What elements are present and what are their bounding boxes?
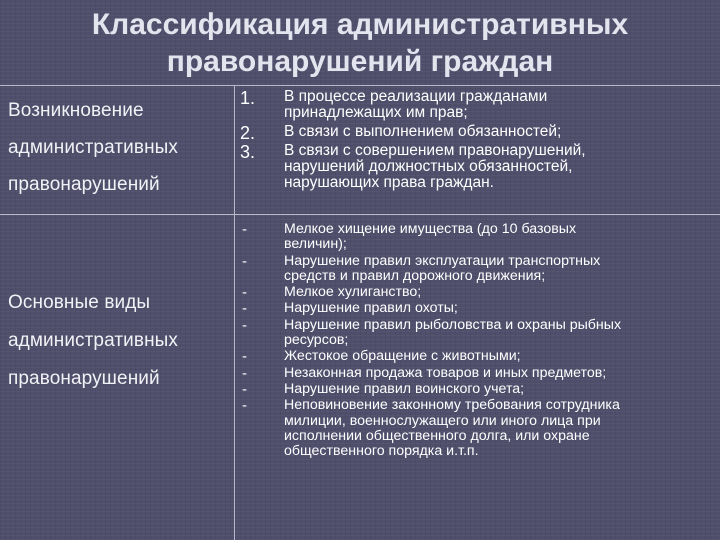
item-text-line: Нарушение правил воинского учета;	[284, 380, 525, 397]
slide-title	[0, 6, 720, 80]
item-text-line: В связи с совершением правонарушений,	[284, 142, 586, 159]
occurrence-item	[240, 123, 714, 143]
table-column-divider	[234, 85, 235, 540]
item-dash: -	[242, 221, 247, 238]
offense-item	[240, 382, 714, 397]
item-text-line: В связи с выполнением обязанностей;	[284, 123, 562, 140]
occurrence-item	[240, 143, 714, 191]
slide-title-line-2: правонарушений граждан	[166, 45, 554, 78]
offense-item	[240, 398, 714, 459]
item-dash: -	[242, 316, 247, 334]
item-dash: -	[242, 348, 247, 366]
offense-types-list	[240, 222, 714, 459]
item-dash: -	[242, 300, 247, 318]
row2-label-line: административных	[8, 330, 179, 351]
offense-item	[240, 285, 714, 300]
item-number: 1.	[240, 88, 256, 108]
row1-label	[8, 92, 234, 203]
table-border-top	[0, 85, 720, 86]
item-text-line: Нарушение правил охоты;	[284, 300, 458, 317]
item-text-line: Незаконная продажа товаров и иных предметов;	[284, 364, 607, 381]
item-text-line: нарушений должностных обязанностей,	[284, 158, 573, 175]
item-text-line: общественного порядка и.т.п.	[284, 443, 479, 460]
occurrence-list	[240, 89, 714, 191]
item-text-line: принадлежащих им прав;	[284, 104, 468, 121]
item-text-line: милиции, военнослужащего или иного лица при	[284, 412, 601, 429]
row2-label-line: Основные виды	[8, 292, 151, 313]
row1-label-line: Возникновение	[8, 100, 144, 121]
row2-label-line: правонарушений	[8, 368, 160, 389]
row2-label	[8, 284, 234, 398]
item-number: 2.	[240, 123, 256, 143]
item-text-line: средств и правил дорожного движения;	[284, 267, 546, 284]
item-number: 3.	[240, 142, 256, 162]
item-dash: -	[242, 397, 247, 415]
item-text-line: нарушающих права граждан.	[284, 174, 494, 191]
offense-item	[240, 318, 714, 349]
row1-label-line: правонарушений	[8, 174, 160, 195]
item-dash: -	[242, 284, 247, 302]
table-border-middle	[0, 214, 720, 215]
item-dash: -	[242, 364, 247, 382]
item-text-line: Нарушение правил рыболовства и охраны рыбных	[284, 316, 622, 333]
item-text-line: ресурсов;	[284, 332, 349, 349]
offense-item	[240, 254, 714, 285]
occurrence-item	[240, 89, 714, 121]
offense-item	[240, 366, 714, 381]
offense-item	[240, 349, 714, 364]
item-text-line: Неповиновение законному требования сотрудника	[284, 397, 620, 414]
slide-title-line-1: Классификация административных	[91, 8, 629, 41]
item-text-line: Мелкое хулиганство;	[284, 284, 422, 301]
offense-item	[240, 301, 714, 316]
item-text-line: исполнении общественного долга, или охране	[284, 427, 590, 444]
item-text-line: Нарушение правил эксплуатации транспортных	[284, 252, 601, 269]
item-text-line: Мелкое хищение имущества (до 10 базовых	[284, 221, 577, 237]
item-text-line: величин);	[284, 236, 347, 253]
item-text-line: В процессе реализации гражданами	[284, 88, 548, 105]
row1-label-line: административных	[8, 137, 179, 158]
item-text-line: Жестокое обращение с животными;	[284, 348, 521, 365]
offense-item	[240, 222, 714, 253]
item-dash: -	[242, 252, 247, 270]
item-dash: -	[242, 380, 247, 398]
